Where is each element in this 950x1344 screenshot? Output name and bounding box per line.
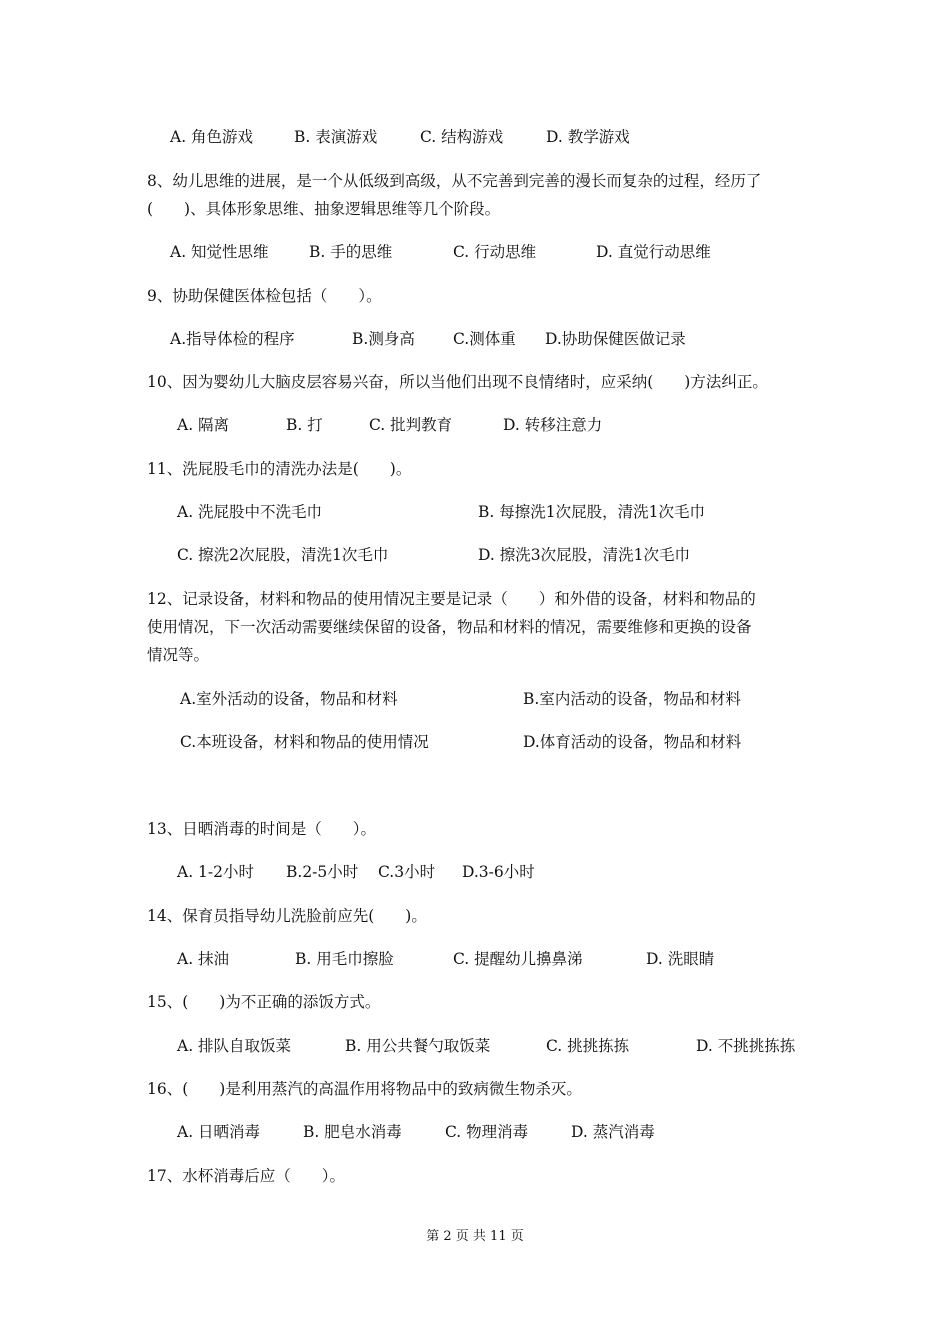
options-row-14 xyxy=(0,949,950,969)
option-a: A.指导体检的程序 xyxy=(170,330,295,348)
option-c: C. 挑挑拣拣 xyxy=(546,1037,630,1055)
option-c: C. 行动思维 xyxy=(453,243,537,261)
option-d: D.协助保健医做记录 xyxy=(545,330,686,348)
option-d: D. 不挑挑拣拣 xyxy=(696,1037,796,1055)
option-b: B. 用公共餐勺取饭菜 xyxy=(345,1037,491,1055)
option-a: A.室外活动的设备，物品和材料 xyxy=(180,690,398,708)
option-a: A. 抹油 xyxy=(177,950,230,968)
option-a: A. 洗屁股中不洗毛巾 xyxy=(177,503,323,521)
option-c: C.3小时 xyxy=(378,863,436,881)
options-row-16 xyxy=(0,1122,950,1142)
option-c: C. 批判教育 xyxy=(369,416,453,434)
options-row-11b xyxy=(0,545,950,565)
question-10: 10、因为婴幼儿大脑皮层容易兴奋，所以当他们出现不良情绪时，应采纳( )方法纠正。 xyxy=(147,373,768,391)
option-b: B. 打 xyxy=(286,416,323,434)
option-a: A. 排队自取饭菜 xyxy=(177,1037,292,1055)
options-row-8 xyxy=(0,242,950,262)
option-d: D. 转移注意力 xyxy=(503,416,603,434)
option-c: C. 物理消毒 xyxy=(445,1123,529,1141)
options-row-12a xyxy=(0,689,950,709)
page-footer: 第 2 页 共 11 页 xyxy=(426,1229,524,1244)
option-b: B. 用毛巾擦脸 xyxy=(295,950,394,968)
option-c: C. 结构游戏 xyxy=(420,128,504,146)
options-row-7 xyxy=(0,127,950,147)
option-d: D. 洗眼睛 xyxy=(646,950,715,968)
question-12-line-3: 情况等。 xyxy=(147,646,210,664)
question-9: 9、协助保健医体检包括（ ）。 xyxy=(147,287,382,305)
question-12-line-1: 12、记录设备，材料和物品的使用情况主要是记录（ ）和外借的设备，材料和物品的 xyxy=(147,590,756,608)
option-b: B. 肥皂水消毒 xyxy=(303,1123,402,1141)
options-row-12b xyxy=(0,732,950,752)
question-15: 15、( )为不正确的添饭方式。 xyxy=(147,993,381,1011)
option-a: A. 角色游戏 xyxy=(170,128,254,146)
question-11: 11、洗屁股毛巾的清洗办法是( )。 xyxy=(147,460,412,478)
question-8-line-1: 8、幼儿思维的进展，是一个从低级到高级，从不完善到完善的漫长而复杂的过程，经历了 xyxy=(147,172,762,190)
option-d: D. 直觉行动思维 xyxy=(596,243,711,261)
question-8-line-2: ( )、具体形象思维、抽象逻辑思维等几个阶段。 xyxy=(147,200,501,218)
question-16: 16、( )是利用蒸汽的高温作用将物品中的致病微生物杀灭。 xyxy=(147,1080,582,1098)
options-row-10 xyxy=(0,415,950,435)
options-row-9 xyxy=(0,329,950,349)
option-d: D. 教学游戏 xyxy=(546,128,630,146)
option-a: A. 日晒消毒 xyxy=(177,1123,261,1141)
option-c: C. 擦洗2次屁股，清洗1次毛巾 xyxy=(177,546,389,564)
option-d: D. 擦洗3次屁股，清洗1次毛巾 xyxy=(478,546,690,564)
option-b: B. 手的思维 xyxy=(309,243,393,261)
option-d: D. 蒸汽消毒 xyxy=(571,1123,655,1141)
option-d: D.3-6小时 xyxy=(462,863,535,881)
option-a: A. 知觉性思维 xyxy=(170,243,269,261)
options-row-11a xyxy=(0,502,950,522)
option-c: C.测体重 xyxy=(453,330,516,348)
option-b: B.室内活动的设备，物品和材料 xyxy=(523,690,741,708)
option-a: A. 1-2小时 xyxy=(177,863,255,881)
option-c: C. 提醒幼儿擤鼻涕 xyxy=(453,950,583,968)
options-row-15 xyxy=(0,1036,950,1056)
option-c: C.本班设备，材料和物品的使用情况 xyxy=(180,733,429,751)
option-b: B. 表演游戏 xyxy=(294,128,378,146)
question-13: 13、日晒消毒的时间是（ ）。 xyxy=(147,820,376,838)
option-a: A. 隔离 xyxy=(177,416,230,434)
question-14: 14、保育员指导幼儿洗脸前应先( )。 xyxy=(147,907,427,925)
options-row-13 xyxy=(0,862,950,882)
question-12-line-2: 使用情况，下一次活动需要继续保留的设备，物品和材料的情况，需要维修和更换的设备 xyxy=(147,618,752,636)
question-17: 17、水杯消毒后应（ ）。 xyxy=(147,1167,345,1185)
option-b: B.2-5小时 xyxy=(286,863,359,881)
option-d: D.体育活动的设备，物品和材料 xyxy=(523,733,742,751)
option-b: B.测身高 xyxy=(352,330,415,348)
option-b: B. 每擦洗1次屁股，清洗1次毛巾 xyxy=(478,503,705,521)
